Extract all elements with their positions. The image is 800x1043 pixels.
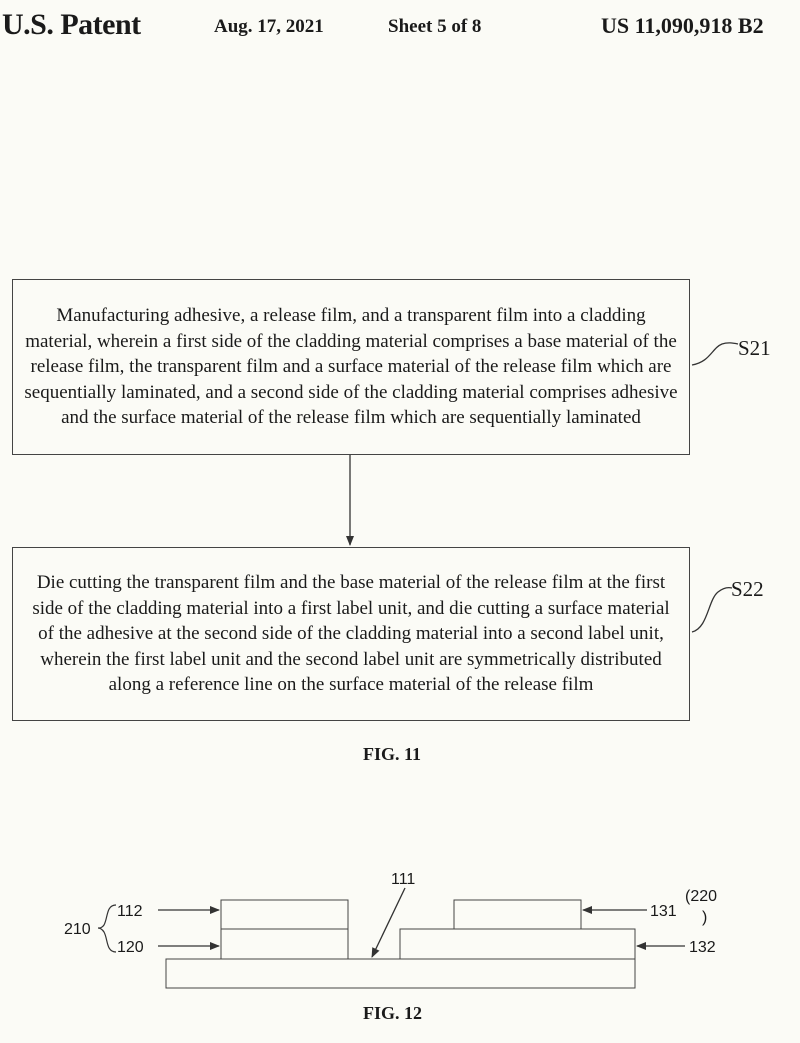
fig12-caption: FIG. 12: [363, 1003, 423, 1023]
label-132: 132: [689, 939, 716, 956]
layer-132-rect: [400, 929, 635, 959]
label-112: 112: [117, 903, 143, 920]
patent-title: U.S. Patent: [2, 8, 141, 41]
leader-s21: [692, 343, 738, 365]
brace-210: [98, 905, 116, 952]
base-layer-rect: [166, 959, 635, 988]
leader-s22: [692, 588, 732, 632]
label-131: 131: [650, 903, 677, 920]
fig11-caption: FIG. 11: [363, 744, 422, 764]
flow-step-s22-text: Die cutting the transparent film and the base material of the release film at the first side of the cladding material into a first label unit, and die cutting a surface material of the adhesive at the second side of the cladding material into a second label unit, wherein the first label unit and the second label unit are symmetrically distributed along a reference line on the surface material of the release film: [32, 572, 670, 696]
patent-date: Aug. 17, 2021: [214, 16, 324, 37]
label-210: 210: [64, 921, 91, 938]
layer-131-rect: [454, 900, 581, 929]
layer-112-rect: [221, 900, 348, 929]
label-220: (220: [685, 888, 718, 905]
ref-label-s22: S22: [731, 577, 764, 601]
ref-label-s21: S21: [738, 336, 771, 360]
label-220-close: ): [702, 909, 708, 926]
patent-number: US 11,090,918 B2: [601, 13, 764, 38]
flow-step-s21-text: Manufacturing adhesive, a release film, and a transparent film into a cladding material, wherein a first side of the cladding material comprises a base material of the release film, the transparent film and a surface material of the release film which are sequentially laminated, and a second side of the cladding material comprises adhesive and the surface material of the release film which are sequentially laminated: [24, 305, 678, 429]
label-111: 111: [391, 871, 416, 888]
sheet-number: Sheet 5 of 8: [388, 16, 482, 37]
layer-120-rect: [221, 929, 348, 959]
label-120: 120: [117, 939, 144, 956]
